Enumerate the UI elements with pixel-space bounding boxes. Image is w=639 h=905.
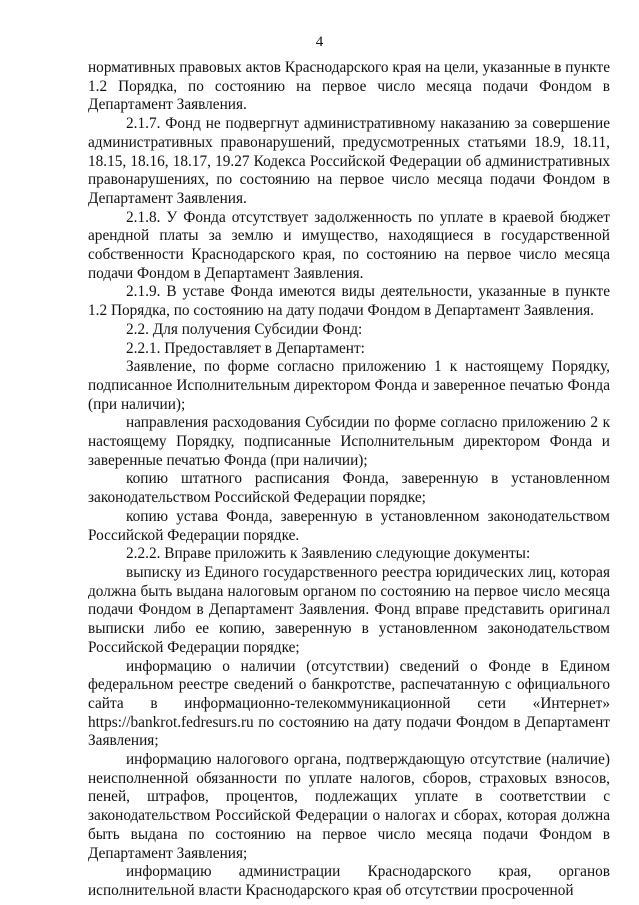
paragraph: 2.2. Для получения Субсидии Фонд:: [126, 320, 363, 338]
paragraph: 2.1.7. Фонд не подвергнут административному наказанию за совершение административных правонарушений, предусмотренных статьями 18.9, 18.11, 18.15, 18.16, 18.17, 19.27 Кодекса Российской Федерации об административных правонарушениях, по состоянию на первое число месяца подачи Фондом в Департамент Заявления.: [88, 115, 610, 207]
paragraph: информацию о наличии (отсутствии) сведений о Фонде в Едином федеральном реестре сведений о банкротстве, распечатанную с официального сайта в информационно-телекоммуникационной сети «Интернет» https://bankrot.fedresurs.ru по состоянию на дату подачи Фондом в Департамент Заявления;: [88, 657, 610, 750]
paragraph: 2.2.2. Вправе приложить к Заявлению следующие документы:: [126, 545, 531, 563]
paragraph: выписку из Единого государственного реестра юридических лиц, которая должна быть выдана налоговым органом по состоянию на первое число месяца подачи Фондом в Департамент Заявления. Фонд вправе представить оригинал выписки либо ее копию, заверенную в установленном законодательством Российской Федерации порядке;: [88, 563, 610, 656]
paragraph: 2.1.9. В уставе Фонда имеются виды деятельности, указанные в пункте 1.2 Порядка, по состоянию на дату подачи Фондом в Департамент Заявления.: [88, 283, 610, 320]
paragraph: копию устава Фонда, заверенную в установленном законодательством Российской Федерации порядке.: [88, 507, 610, 544]
paragraph: информацию налогового органа, подтверждающую отсутствие (наличие) неисполненной обязанности по уплате налогов, сборов, страховых взносов, пеней, штрафов, процентов, подлежащих уплате в соответствии с законодательством Российской Федерации о налогах и сборах, которая должна быть выдана по состоянию на первое число месяца подачи Фондом в Департамент Заявления;: [88, 751, 610, 862]
paragraph: копию штатного расписания Фонда, заверенную в установленном законодательством Российской Федерации порядке;: [88, 470, 610, 507]
paragraph: 2.1.8. У Фонда отсутствует задолженность по уплате в краевой бюджет арендной платы за землю и имущество, находящиеся в государственной собственности Краснодарского края, по состоянию на первое число месяца подачи Фондом в Департамент Заявления.: [88, 208, 610, 282]
page-number: 4: [315, 34, 324, 50]
paragraph: Заявление, по форме согласно приложению 1 к настоящему Порядку, подписанное Исполнительным директором Фонда и заверенное печатью Фонда (при наличии);: [88, 358, 610, 413]
paragraph: направления расходования Субсидии по форме согласно приложению 2 к настоящему Порядку, подписанные Исполнительным директором Фонда и заверенные печатью Фонда (при наличии);: [88, 414, 610, 469]
document-body: [88, 59, 610, 901]
paragraph: информацию администрации Краснодарского края, органов исполнительной власти Краснодарского края об отсутствии просроченной: [88, 863, 610, 899]
paragraph: нормативных правовых актов Краснодарского края на цели, указанные в пункте 1.2 Порядка, по состоянию на первое число месяца подачи Фондом в Департамент Заявления.: [88, 59, 610, 114]
paragraph: 2.2.1. Предоставляет в Департамент:: [126, 339, 365, 357]
